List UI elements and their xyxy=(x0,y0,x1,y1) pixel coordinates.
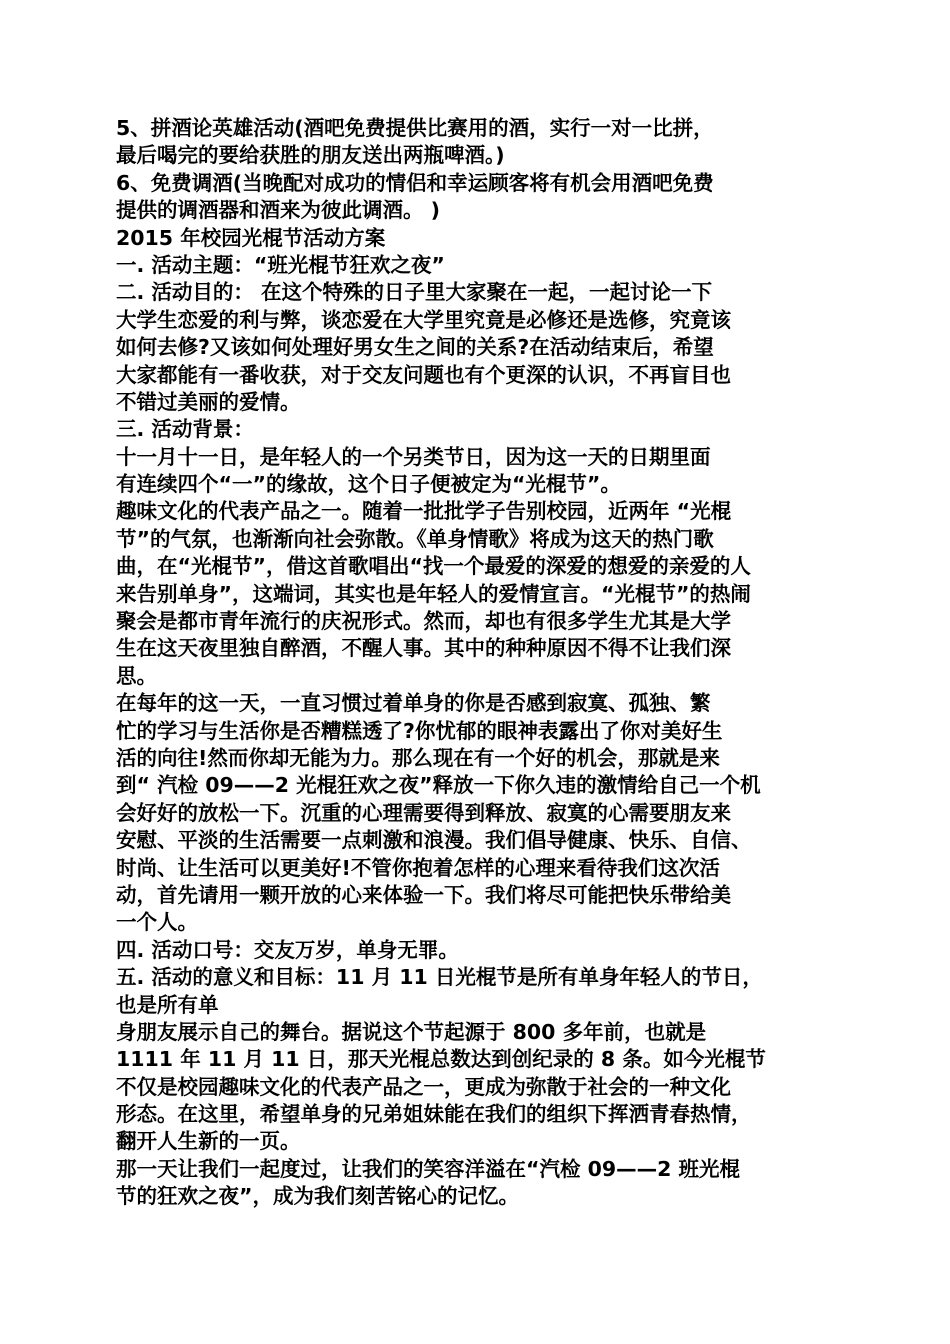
text-line: 会好好的放松一下。沉重的心理需要得到释放、寂寞的心需要朋友来 xyxy=(116,800,731,825)
text-line: 大学生恋爱的利与弊，谈恋爱在大学里究竟是必修还是选修，究竟该 xyxy=(116,307,731,332)
text-line: 五. 活动的意义和目标：11 月 11 日光棍节是所有单身年轻人的节日， xyxy=(116,965,763,990)
text-line: 三. 活动背景： xyxy=(116,417,254,442)
text-line: 节”的气氛，也渐渐向社会弥散。《单身情歌》将成为这天的热门歌 xyxy=(116,526,714,551)
text-line: 曲，在“光棍节”，借这首歌唱出“找一个最爱的深爱的想爱的亲爱的人 xyxy=(116,554,751,579)
text-line: 6、免费调酒(当晚配对成功的情侣和幸运顾客将有机会用酒吧免费 xyxy=(116,170,714,195)
text-line: 四. 活动口号：交友万岁，单身无罪。 xyxy=(116,937,459,962)
text-line: 时尚、让生活可以更美好!不管你抱着怎样的心理来看待我们这次活 xyxy=(116,855,720,880)
text-line: 形态。在这里，希望单身的兄弟姐妹能在我们的组织下挥洒青春热情， xyxy=(116,1102,752,1127)
text-line: 身朋友展示自己的舞台。据说这个节起源于 800 多年前，也就是 xyxy=(116,1019,707,1044)
text-line: 趣味文化的代表产品之一。随着一批批学子告别校园，近两年 “光棍 xyxy=(116,499,732,524)
text-line: 1111 年 11 月 11 日，那天光棍总数达到创纪录的 8 条。如今光棍节 xyxy=(116,1047,766,1072)
text-line: 提供的调酒器和酒来为彼此调酒。 ) xyxy=(116,198,441,223)
text-line: 大家都能有一番收获，对于交友问题也有个更深的认识，不再盲目也 xyxy=(116,362,731,387)
text-line: 节的狂欢之夜”，成为我们刻苦铭心的记忆。 xyxy=(116,1184,519,1209)
text-line: 动，首先请用一颗开放的心来体验一下。我们将尽可能把快乐带给美 xyxy=(116,882,731,907)
text-line: 到“ 汽检 09——2 光棍狂欢之夜”释放一下你久违的激情给自己一个机 xyxy=(116,773,761,798)
text-line: 忙的学习与生活你是否糟糕透了?你忧郁的眼神表露出了你对美好生 xyxy=(116,718,723,743)
text-line: 在每年的这一天，一直习惯过着单身的你是否感到寂寞、孤独、繁 xyxy=(116,691,711,716)
text-line: 也是所有单 xyxy=(116,992,219,1017)
text-line: 活的向往!然而你却无能为力。那么现在有一个好的机会，那就是来 xyxy=(116,745,720,770)
text-line: 安慰、平淡的生活需要一点刺激和浪漫。我们倡导健康、快乐、自信、 xyxy=(116,828,752,853)
text-line: 5、拼酒论英雄活动(酒吧免费提供比赛用的酒，实行一对一比拼， xyxy=(116,116,714,140)
text-line: 十一月十一日，是年轻人的一个另类节日，因为这一天的日期里面 xyxy=(116,444,711,469)
text-line: 不仅是校园趣味文化的代表产品之一，更成为弥散于社会的一种文化 xyxy=(116,1074,731,1099)
text-line: 思。 xyxy=(116,663,157,688)
text-line: 不错过美丽的爱情。 xyxy=(116,389,301,414)
text-line: 一个人。 xyxy=(116,910,198,935)
text-line: 生在这天夜里独自醉酒，不醒人事。其中的种种原因不得不让我们深 xyxy=(116,636,731,661)
text-line: 如何去修?又该如何处理好男女生之间的关系?在活动结束后，希望 xyxy=(116,335,714,360)
text-line: 聚会是都市青年流行的庆祝形式。然而，却也有很多学生尤其是大学 xyxy=(116,609,731,634)
text-line: 来告别单身”，这端词，其实也是年轻人的爱情宣言。“光棍节”的热闹 xyxy=(116,581,751,606)
text-line: 翻开人生新的一页。 xyxy=(116,1129,301,1154)
text-line: 有连续四个“一”的缘故，这个日子便被定为“光棍节”。 xyxy=(116,472,621,497)
text-line: 二. 活动目的： 在这个特殊的日子里大家聚在一起，一起讨论一下 xyxy=(116,280,713,305)
text-line: 那一天让我们一起度过，让我们的笑容洋溢在“汽检 09——2 班光棍 xyxy=(116,1156,741,1181)
section-title: 2015 年校园光棍节活动方案 xyxy=(116,225,386,250)
text-line: 一. 活动主题：“班光棍节狂欢之夜” xyxy=(116,252,445,277)
document-page xyxy=(116,115,846,1211)
text-line: 最后喝完的要给获胜的朋友送出两瓶啤酒。) xyxy=(116,143,505,168)
